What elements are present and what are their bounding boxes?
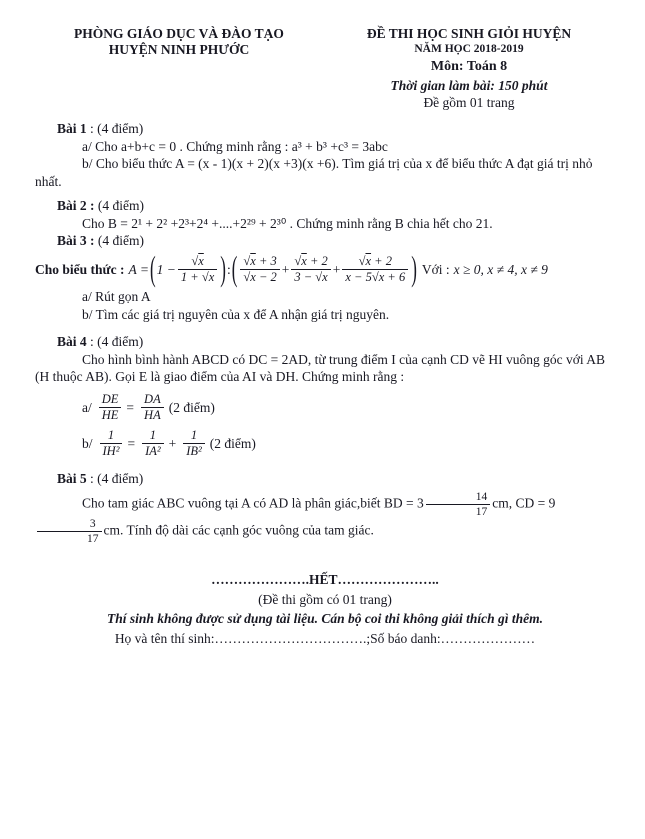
- problem-2-points: (4 điểm): [94, 198, 145, 214]
- close-paren: ): [220, 249, 226, 288]
- fraction-ib: $\frac{1}{\text{IB²}}$: [183, 429, 205, 458]
- fraction-cd: $\frac{3}{17}$: [37, 518, 102, 545]
- problem-5-heading: [57, 470, 615, 488]
- exam-page-count: Đề gồm 01 trang: [423, 94, 515, 110]
- problem-5: [35, 470, 615, 545]
- problem-2: [35, 197, 615, 232]
- fraction-ia: $\frac{1}{\text{IA²}}$: [142, 429, 164, 458]
- close-paren: ): [411, 249, 417, 288]
- part-b-points: (2 điểm): [209, 436, 256, 452]
- problem-3: [35, 232, 615, 323]
- part-a-prefix: a/: [82, 399, 92, 415]
- cd-whole: 9: [548, 495, 556, 511]
- header: [35, 26, 615, 111]
- body-mid: cm, CD =: [492, 495, 549, 511]
- open-paren: (: [149, 249, 156, 288]
- end-marker: ………………….HẾT…………………..: [211, 572, 439, 588]
- problem-4-eq-b: [82, 429, 615, 458]
- exam-subject: Môn: Toán 8: [430, 58, 508, 74]
- problem-4-heading: [57, 333, 615, 351]
- fraction-bd: $\frac{14}{17}$: [426, 491, 491, 518]
- part-b-prefix: b/: [82, 436, 93, 452]
- footer: [35, 571, 615, 647]
- one-minus: 1 −: [156, 261, 176, 277]
- problem-1-heading: [57, 120, 615, 138]
- problem-2-heading: [57, 197, 615, 215]
- problem-3-part-a: a/ Rút gọn A: [82, 289, 151, 305]
- exam-title: ĐỀ THI HỌC SINH GIỎI HUYỆN: [366, 26, 572, 41]
- formula-intro: Cho biểu thức :: [35, 261, 125, 277]
- condition-text: x ≥ 0, x ≠ 4, x ≠ 9: [453, 261, 548, 277]
- fraction-da-ha: $\frac{DA}{HA}$: [141, 393, 164, 422]
- exam-rule-note: Thí sinh không được sử dụng tài liệu. Cán bộ coi thi không giải thích gì thêm.: [106, 611, 544, 627]
- fraction-2: $\frac{√x + 3}{√x - 2}$: [240, 255, 279, 284]
- problem-4-points: : (4 điểm): [86, 334, 144, 350]
- problem-1-part-b: b/ Cho biểu thức A = (x - 1)(x + 2)(x +3)(x +6). Tìm giá trị của x để biểu thức A đạt giá trị nhỏ nhất.: [35, 156, 593, 189]
- header-issuer: [35, 26, 323, 58]
- problem-5-points: : (4 điểm): [86, 471, 144, 487]
- header-exam-info: [323, 26, 615, 111]
- problem-1-label: Bài 1: [57, 121, 87, 137]
- fraction-1: $\frac{√x}{1 + √x}$: [178, 255, 217, 284]
- page-count-note: (Đề thi gồm có 01 trang): [258, 591, 392, 607]
- problem-4-body: Cho hình bình hành ABCD có DC = 2AD, từ trung điểm I của cạnh CD vẽ HI vuông góc với AB (H thuộc AB). Gọi E là giao điểm của AI và DH. Chứng minh rằng :: [35, 351, 606, 385]
- issuer-line1: PHÒNG GIÁO DỤC VÀ ĐÀO TẠO: [74, 26, 284, 41]
- problem-4-label: Bài 4: [57, 334, 87, 350]
- fraction-3: $\frac{√x + 2}{3 - √x}$: [291, 255, 330, 284]
- candidate-name-line: Họ và tên thí sinh:…………………………….;Số báo danh:…………………: [114, 630, 536, 646]
- body-end: cm. Tính độ dài các cạnh góc vuông của tam giác.: [103, 522, 374, 538]
- problem-4: [35, 333, 615, 458]
- problem-3-part-b: b/ Tìm các giá trị nguyên của x để A nhận giá trị nguyên.: [82, 306, 390, 322]
- exam-duration: Thời gian làm bài: 150 phút: [390, 77, 548, 93]
- problem-2-body: Cho B = 2¹ + 2² +2³+2⁴ +....+2²⁹ + 2³⁰ . Chứng minh rằng B chia hết cho 21.: [82, 215, 493, 231]
- fraction-4: $\frac{√x + 2}{x - 5√x + 6}$: [342, 255, 408, 284]
- formula-lhs: A =: [128, 261, 149, 277]
- fraction-de-he: $\frac{DE}{HE}$: [99, 393, 122, 422]
- condition-label: Với :: [421, 261, 450, 277]
- problem-3-label: Bài 3 :: [57, 233, 95, 249]
- problem-3-points: (4 điểm): [94, 233, 145, 249]
- plus-sign: +: [168, 436, 177, 452]
- plus-sign: +: [281, 261, 290, 277]
- fraction-ih: $\frac{1}{\text{IH²}}$: [100, 429, 123, 458]
- problem-1-points: : (4 điểm): [86, 121, 144, 137]
- problem-4-eq-a: [82, 393, 615, 422]
- issuer-line2: HUYỆN NINH PHƯỚC: [108, 42, 250, 58]
- problem-1: [35, 120, 615, 190]
- exam-year: NĂM HỌC 2018-2019: [414, 43, 524, 56]
- problem-5-body: [35, 491, 615, 545]
- divide-colon: :: [226, 261, 231, 277]
- part-a-points: (2 điểm): [168, 399, 215, 415]
- problem-3-formula: [35, 249, 615, 288]
- equals-sign: =: [127, 436, 136, 452]
- problem-3-heading: [57, 232, 615, 250]
- problem-1-part-a: a/ Cho a+b+c = 0 . Chứng minh rằng : a³ + b³ +c³ = 3abc: [82, 138, 388, 154]
- open-paren: (: [231, 249, 238, 288]
- problem-2-label: Bài 2 :: [57, 198, 95, 214]
- problem-5-label: Bài 5: [57, 471, 87, 487]
- body-start: Cho tam giác ABC vuông tại A có AD là phân giác,biết BD =: [82, 495, 417, 511]
- plus-sign: +: [332, 261, 341, 277]
- bd-whole: 3: [416, 495, 424, 511]
- equals-sign: =: [126, 399, 135, 415]
